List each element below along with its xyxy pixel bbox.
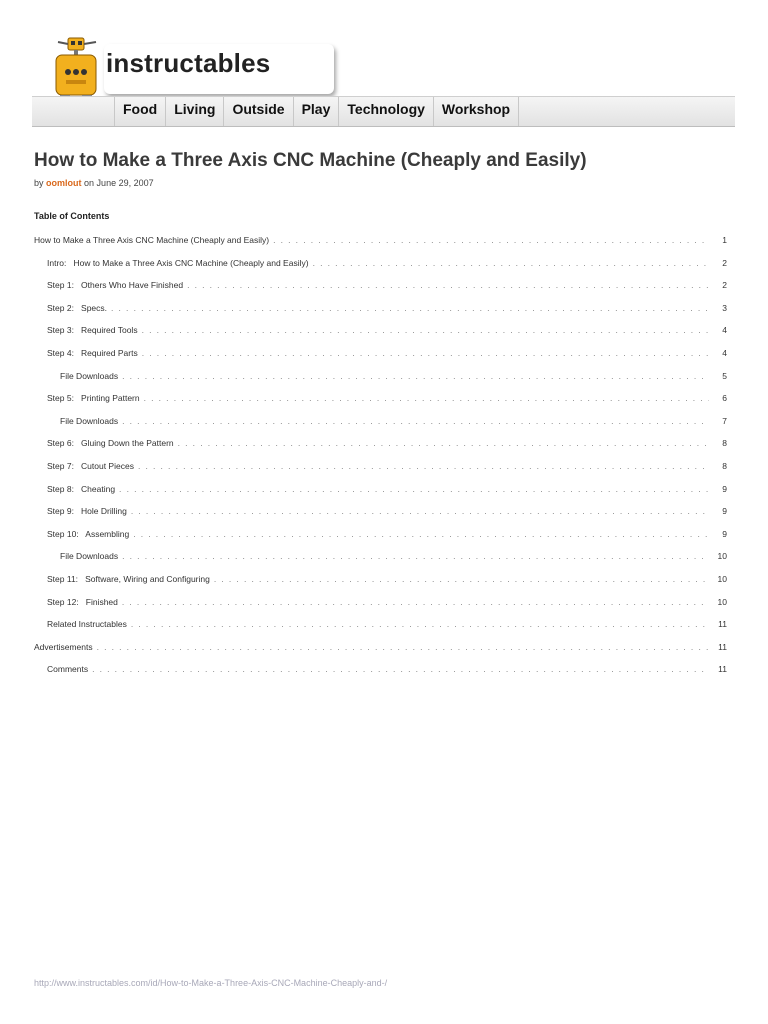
toc-leader-dots xyxy=(144,393,709,403)
toc-entry-page: 10 xyxy=(717,574,727,584)
toc-entry-page: 5 xyxy=(722,370,727,381)
toc-leader-dots xyxy=(131,619,709,629)
toc-entry-label: File Downloads xyxy=(60,551,119,562)
toc-leader-dots xyxy=(92,664,709,674)
toc-entry[interactable] xyxy=(47,348,727,362)
toc-entry-label: Step 12: Finished xyxy=(47,596,118,607)
toc-entry-label: Advertisements xyxy=(34,641,93,652)
nav-play[interactable]: Play xyxy=(294,97,340,126)
logo-text: instructables xyxy=(106,48,271,78)
toc-entry[interactable] xyxy=(47,597,727,611)
toc-entry[interactable] xyxy=(60,371,727,385)
toc-entry-label: Step 3: Required Tools xyxy=(47,325,138,336)
nav-food[interactable]: Food xyxy=(115,97,166,126)
toc-entry-page: 3 xyxy=(722,302,727,313)
toc-entry[interactable] xyxy=(60,551,727,565)
nav-technology[interactable]: Technology xyxy=(339,97,434,126)
toc-entry-label: Comments xyxy=(47,664,89,675)
toc-entry-label: How to Make a Three Axis CNC Machine (Cheaply and Easily) xyxy=(34,235,270,245)
toc-entry[interactable] xyxy=(60,416,727,430)
toc-entry[interactable] xyxy=(47,438,727,452)
toc-entry-label: Step 1: Others Who Have Finished xyxy=(47,280,184,291)
toc-entry[interactable] xyxy=(47,484,727,498)
toc-entry-label: File Downloads xyxy=(60,370,119,381)
category-nav xyxy=(32,96,735,127)
toc-entry-label: Step 9: Hole Drilling xyxy=(47,506,127,517)
toc-entry-label: Step 6: Gluing Down the Pattern xyxy=(47,438,174,449)
toc-entry-page: 2 xyxy=(722,257,727,268)
toc-leader-dots xyxy=(111,303,709,313)
author-link[interactable]: oomlout xyxy=(46,178,82,188)
toc-entry[interactable] xyxy=(47,619,727,633)
toc-entry-page: 8 xyxy=(722,438,727,449)
toc-entry-label: Related Instructables xyxy=(47,619,127,630)
toc-entry-label: File Downloads xyxy=(60,415,119,426)
toc-entry-page: 10 xyxy=(717,596,727,607)
toc-entry-page: 1 xyxy=(722,235,727,245)
toc-entry[interactable] xyxy=(47,664,727,678)
toc-entry[interactable] xyxy=(47,280,727,294)
toc-entry-label: Step 10: Assembling xyxy=(47,528,130,539)
toc-leader-dots xyxy=(138,461,709,471)
byline-prefix: by xyxy=(34,178,44,188)
toc-entry-page: 2 xyxy=(722,280,727,291)
toc-leader-dots xyxy=(97,642,709,652)
toc-entry-label: Step 11: Software, Wiring and Configuring xyxy=(47,574,210,584)
toc-entry-label: Step 5: Printing Pattern xyxy=(47,393,140,404)
toc-leader-dots xyxy=(119,484,709,494)
toc-leader-dots xyxy=(131,506,709,516)
nav-workshop[interactable]: Workshop xyxy=(434,97,519,126)
toc-leader-dots xyxy=(178,438,709,448)
toc-leader-dots xyxy=(122,597,709,607)
page-title: How to Make a Three Axis CNC Machine (Cheaply and Easily) xyxy=(34,150,587,171)
toc-entry-page: 11 xyxy=(718,619,727,630)
toc-entry-page: 4 xyxy=(722,325,727,336)
toc-leader-dots xyxy=(142,325,709,335)
toc-entry-page: 8 xyxy=(722,461,727,471)
byline xyxy=(34,178,154,188)
toc-leader-dots xyxy=(187,280,709,290)
toc-entry-label: Step 7: Cutout Pieces xyxy=(47,461,134,471)
toc-entry-page: 6 xyxy=(722,393,727,404)
toc-leader-dots xyxy=(122,371,709,381)
toc-entry-page: 9 xyxy=(722,483,727,494)
toc-entry-label: Step 2: Specs. xyxy=(47,302,108,313)
toc-leader-dots xyxy=(273,235,709,245)
toc-leader-dots xyxy=(214,574,709,584)
nav-spacer xyxy=(32,97,115,126)
toc-leader-dots xyxy=(133,529,709,539)
nav-outside[interactable]: Outside xyxy=(224,97,293,126)
toc-entry-page: 9 xyxy=(722,528,727,539)
footer-url[interactable]: http://www.instructables.com/id/How-to-Make-a-Three-Axis-CNC-Machine-Cheaply-and-/ xyxy=(34,978,388,988)
toc-leader-dots xyxy=(122,551,709,561)
toc-entry[interactable] xyxy=(47,461,727,475)
toc-entry-page: 9 xyxy=(722,506,727,517)
toc-entry[interactable] xyxy=(34,642,727,656)
toc-leader-dots xyxy=(142,348,709,358)
toc-entry-label: Step 4: Required Parts xyxy=(47,348,138,358)
toc-entry-page: 4 xyxy=(722,348,727,358)
toc-entry-label: Intro: How to Make a Three Axis CNC Machine (Cheaply and Easily) xyxy=(47,257,309,268)
toc-entry[interactable] xyxy=(47,258,727,272)
toc-entry-page: 11 xyxy=(718,641,727,652)
byline-date: on June 29, 2007 xyxy=(84,178,154,188)
toc-entry-page: 10 xyxy=(717,551,727,562)
toc-entry[interactable] xyxy=(47,574,727,588)
toc-entry-page: 11 xyxy=(718,664,727,675)
toc-entry[interactable] xyxy=(47,303,727,317)
toc-entry[interactable] xyxy=(47,529,727,543)
toc-entry[interactable] xyxy=(47,325,727,339)
toc-leader-dots xyxy=(313,258,709,268)
toc-title: Table of Contents xyxy=(34,211,110,221)
toc-entry-page: 7 xyxy=(722,415,727,426)
nav-living[interactable]: Living xyxy=(166,97,224,126)
toc-entry[interactable] xyxy=(47,506,727,520)
toc-leader-dots xyxy=(122,416,709,426)
toc-entry[interactable] xyxy=(47,393,727,407)
toc-entry[interactable] xyxy=(34,235,727,249)
toc-entry-label: Step 8: Cheating xyxy=(47,483,116,494)
